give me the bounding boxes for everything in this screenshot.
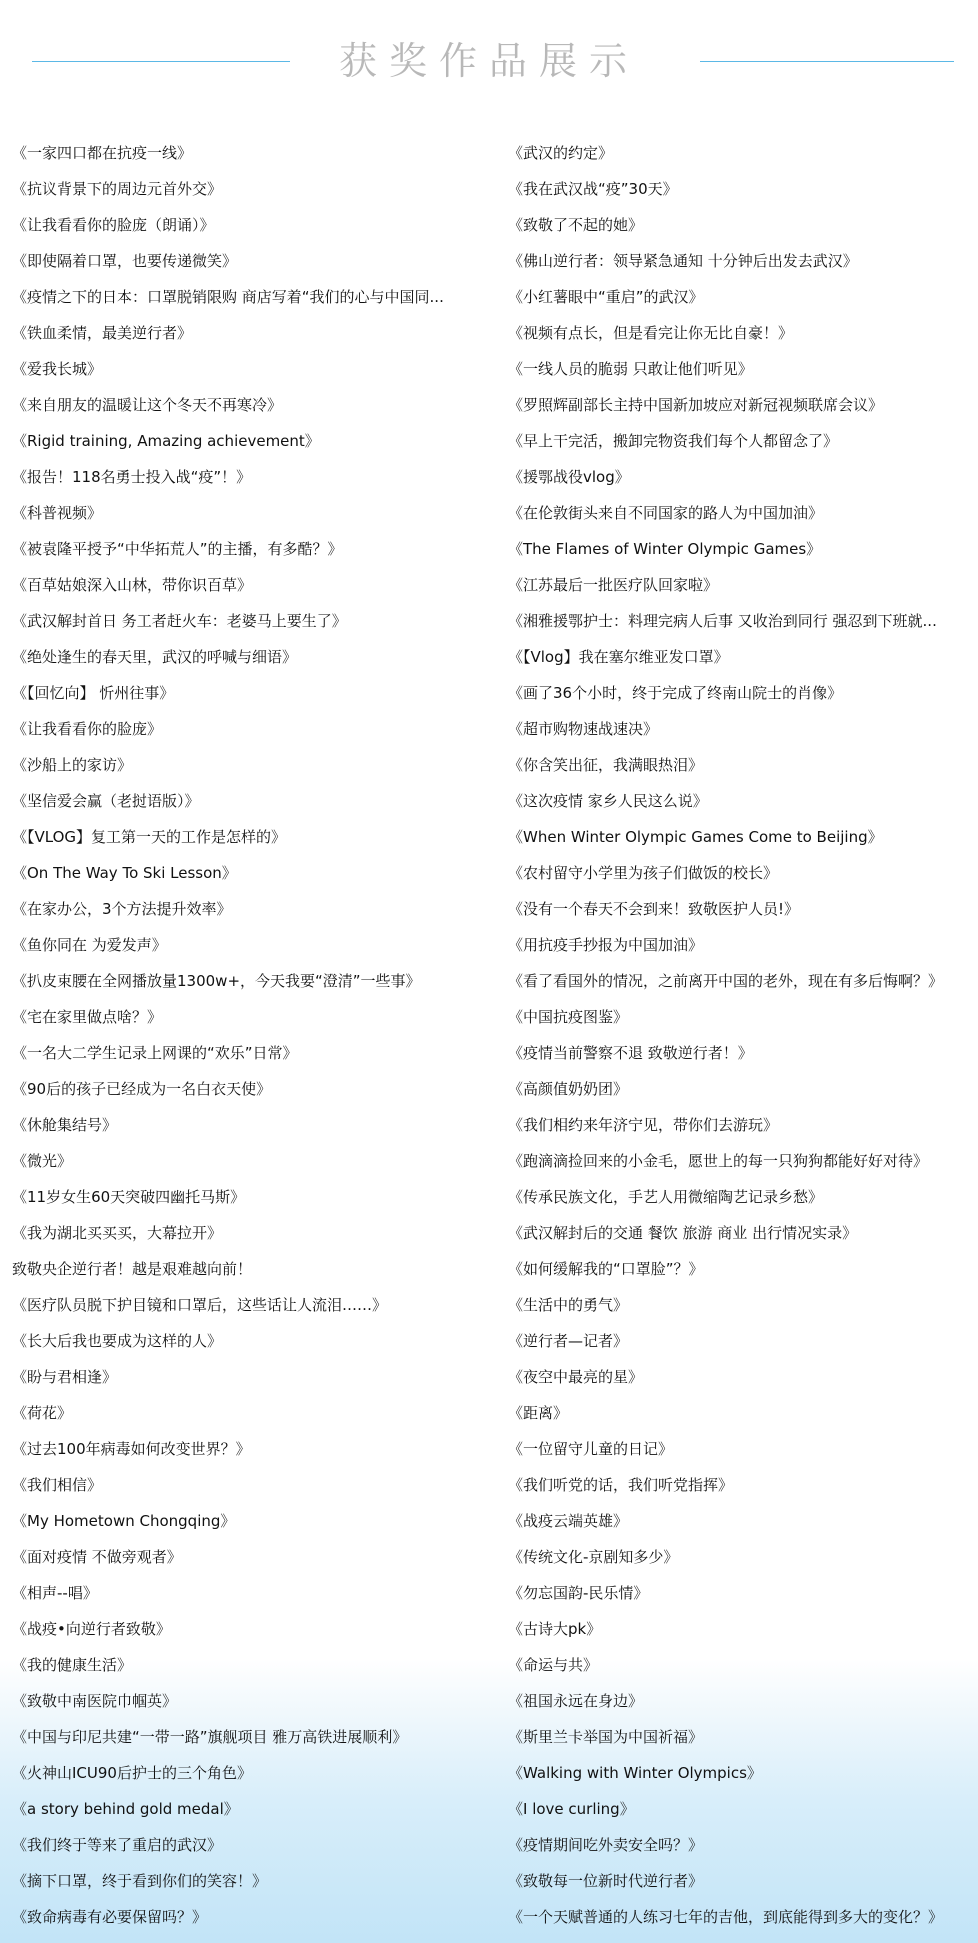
work-title-item[interactable]: 《微光》	[12, 1152, 73, 1170]
work-title-item[interactable]: 《农村留守小学里为孩子们做饭的校长》	[508, 864, 779, 882]
header-divider-right	[700, 61, 954, 62]
work-title-item[interactable]: 《距离》	[508, 1404, 569, 1422]
work-title-item[interactable]: 《长大后我也要成为这样的人》	[12, 1332, 223, 1350]
work-title-item[interactable]: 《祖国永远在身边》	[508, 1692, 644, 1710]
work-title-item[interactable]: 《斯里兰卡举国为中国祈福》	[508, 1728, 704, 1746]
work-title-item[interactable]: 《休舱集结号》	[12, 1116, 118, 1134]
work-title-item[interactable]: 《宅在家里做点啥？》	[12, 1008, 163, 1026]
work-title-item[interactable]: 《致敬每一位新时代逆行者》	[508, 1872, 704, 1890]
work-title-item[interactable]: 《Rigid training, Amazing achievement》	[12, 432, 320, 450]
work-title-item[interactable]: 《武汉解封后的交通 餐饮 旅游 商业 出行情况实录》	[508, 1224, 858, 1242]
work-title-item[interactable]: 《逆行者—记者》	[508, 1332, 629, 1350]
work-title-item[interactable]: 《江苏最后一批医疗队回家啦》	[508, 576, 719, 594]
work-title-item[interactable]: 《没有一个春天不会到来！致敬医护人员!》	[508, 900, 800, 918]
work-title-item[interactable]: 《When Winter Olympic Games Come to Beijing》	[508, 828, 883, 846]
work-title-item[interactable]: 《Walking with Winter Olympics》	[508, 1764, 762, 1782]
work-title-item[interactable]: 致敬央企逆行者！越是艰难越向前！	[12, 1260, 253, 1278]
work-title-item[interactable]: 《致敬中南医院巾帼英》	[12, 1692, 178, 1710]
work-title-item[interactable]: 《医疗队员脱下护目镜和口罩后，这些话让人流泪……》	[12, 1296, 388, 1314]
work-title-item[interactable]: 《我们相约来年济宁见，带你们去游玩》	[508, 1116, 779, 1134]
work-title-item[interactable]: 《On The Way To Ski Lesson》	[12, 864, 237, 882]
work-title-item[interactable]: 《生活中的勇气》	[508, 1296, 629, 1314]
work-title-item[interactable]: 《战疫•向逆行者致敬》	[12, 1620, 171, 1638]
work-title-item[interactable]: 《让我看看你的脸庞》	[12, 720, 163, 738]
work-title-item[interactable]: 《用抗疫手抄报为中国加油》	[508, 936, 704, 954]
work-title-item[interactable]: 《【VLOG】复工第一天的工作是怎样的》	[12, 828, 287, 846]
work-title-item[interactable]: 《我们听党的话，我们听党指挥》	[508, 1476, 734, 1494]
work-title-item[interactable]: 《抗议背景下的周边元首外交》	[12, 180, 223, 198]
work-title-item[interactable]: 《我在武汉战“疫”30天》	[508, 180, 678, 198]
work-title-item[interactable]: 《一家四口都在抗疫一线》	[12, 144, 193, 162]
work-title-item[interactable]: 《我的健康生活》	[12, 1656, 133, 1674]
work-title-item[interactable]: 《鱼你同在 为爱发声》	[12, 936, 167, 954]
work-title-item[interactable]: 《疫情当前警察不退 致敬逆行者！》	[508, 1044, 753, 1062]
work-title-item[interactable]: 《传统文化-京剧知多少》	[508, 1548, 679, 1566]
work-title-item[interactable]: 《武汉解封首日 务工者赶火车：老婆马上要生了》	[12, 612, 347, 630]
work-title-item[interactable]: 《致敬了不起的她》	[508, 216, 644, 234]
work-title-item[interactable]: 《11岁女生60天突破四幽托马斯》	[12, 1188, 246, 1206]
work-title-item[interactable]: 《来自朋友的温暖让这个冬天不再寒冷》	[12, 396, 283, 414]
work-title-item[interactable]: 《如何缓解我的“口罩脸”？》	[508, 1260, 704, 1278]
work-title-item[interactable]: 《超市购物速战速决》	[508, 720, 659, 738]
work-title-item[interactable]: 《疫情期间吃外卖安全吗？》	[508, 1836, 704, 1854]
work-title-item[interactable]: 《在伦敦街头来自不同国家的路人为中国加油》	[508, 504, 824, 522]
work-title-item[interactable]: 《火神山ICU90后护士的三个角色》	[12, 1764, 252, 1782]
work-title-item[interactable]: 《扒皮束腰在全网播放量1300w+，今天我要“澄清”一些事》	[12, 972, 421, 990]
page-header	[0, 36, 978, 86]
work-title-item[interactable]: 《我们终于等来了重启的武汉》	[12, 1836, 223, 1854]
work-title-item[interactable]: 《早上干完活，搬卸完物资我们每个人都留念了》	[508, 432, 839, 450]
work-title-item[interactable]: 《一线人员的脆弱 只敢让他们听见》	[508, 360, 753, 378]
work-title-item[interactable]: 《科普视频》	[12, 504, 103, 522]
work-title-item[interactable]: 《高颜值奶奶团》	[508, 1080, 629, 1098]
work-title-item[interactable]: 《我为湖北买买买，大幕拉开》	[12, 1224, 223, 1242]
work-title-item[interactable]: 《画了36个小时，终于完成了终南山院士的肖像》	[508, 684, 843, 702]
work-title-item[interactable]: 《一名大二学生记录上网课的“欢乐”日常》	[12, 1044, 298, 1062]
work-title-item[interactable]: 《铁血柔情，最美逆行者》	[12, 324, 193, 342]
work-title-item[interactable]: 《【Vlog】我在塞尔维亚发口罩》	[508, 648, 729, 666]
work-title-item[interactable]: 《百草姑娘深入山林，带你识百草》	[12, 576, 253, 594]
work-title-item[interactable]: 《视频有点长，但是看完让你无比自豪！》	[508, 324, 794, 342]
work-title-item[interactable]: 《看了看国外的情况，之前离开中国的老外，现在有多后悔啊？》	[508, 972, 944, 990]
work-title-item[interactable]: 《荷花》	[12, 1404, 73, 1422]
work-title-item[interactable]: 《The Flames of Winter Olympic Games》	[508, 540, 822, 558]
work-title-item[interactable]: 《绝处逢生的春天里，武汉的呼喊与细语》	[12, 648, 298, 666]
page-title: 获奖作品展示	[338, 39, 639, 83]
work-title-item[interactable]: 《My Hometown Chongqing》	[12, 1512, 236, 1530]
work-title-item[interactable]: 《传承民族文化，手艺人用微缩陶艺记录乡愁》	[508, 1188, 824, 1206]
work-title-item[interactable]: 《命运与共》	[508, 1656, 599, 1674]
work-title-item[interactable]: 《古诗大pk》	[508, 1620, 602, 1638]
work-title-item[interactable]: 《爱我长城》	[12, 360, 103, 378]
work-title-item[interactable]: 《湘雅援鄂护士：料理完病人后事 又收治到同行 强忍到下班就...	[508, 612, 937, 630]
work-title-item[interactable]: 《面对疫情 不做旁观者》	[12, 1548, 182, 1566]
work-title-item[interactable]: 《佛山逆行者：领导紧急通知 十分钟后出发去武汉》	[508, 252, 858, 270]
work-title-item[interactable]: 《【回忆向】 忻州往事》	[12, 684, 175, 702]
work-title-item[interactable]: 《盼与君相逢》	[12, 1368, 118, 1386]
work-title-item[interactable]: 《90后的孩子已经成为一名白衣天使》	[12, 1080, 272, 1098]
work-title-item[interactable]: 《罗照辉副部长主持中国新加坡应对新冠视频联席会议》	[508, 396, 884, 414]
work-title-item[interactable]: 《被袁隆平授予“中华拓荒人”的主播，有多酷？》	[12, 540, 343, 558]
work-title-item[interactable]: 《过去100年病毒如何改变世界？》	[12, 1440, 251, 1458]
work-title-item[interactable]: 《一个天赋普通的人练习七年的吉他，到底能得到多大的变化？》	[508, 1908, 944, 1926]
work-title-item[interactable]: 《援鄂战役vlog》	[508, 468, 630, 486]
work-title-item[interactable]: 《战疫云端英雄》	[508, 1512, 629, 1530]
work-title-item[interactable]: 《坚信爱会赢（老挝语版）》	[12, 792, 200, 810]
work-title-item[interactable]: 《沙船上的家访》	[12, 756, 133, 774]
work-title-item[interactable]: 《我们相信》	[12, 1476, 103, 1494]
work-title-item[interactable]: 《这次疫情 家乡人民这么说》	[508, 792, 708, 810]
work-title-item[interactable]: 《中国与印尼共建“一带一路”旗舰项目 雅万高铁进展顺利》	[12, 1728, 408, 1746]
work-title-item[interactable]: 《夜空中最亮的星》	[508, 1368, 644, 1386]
work-title-item[interactable]: 《疫情之下的日本：口罩脱销限购 商店写着“我们的心与中国同...	[12, 288, 444, 306]
work-title-item[interactable]: 《勿忘国韵-民乐情》	[508, 1584, 649, 1602]
work-title-item[interactable]: 《跑滴滴捡回来的小金毛，愿世上的每一只狗狗都能好好对待》	[508, 1152, 929, 1170]
work-title-item[interactable]: 《摘下口罩，终于看到你们的笑容！》	[12, 1872, 268, 1890]
work-title-item[interactable]: 《让我看看你的脸庞（朗诵）》	[12, 216, 215, 234]
work-title-item[interactable]: 《一位留守儿童的日记》	[508, 1440, 674, 1458]
work-title-item[interactable]: 《致命病毒有必要保留吗？》	[12, 1908, 208, 1926]
work-title-item[interactable]: 《小红薯眼中“重启”的武汉》	[508, 288, 704, 306]
work-title-item[interactable]: 《相声--唱》	[12, 1584, 98, 1602]
work-title-item[interactable]: 《报告！118名勇士投入战“疫”！》	[12, 468, 252, 486]
work-title-item[interactable]: 《你含笑出征，我满眼热泪》	[508, 756, 704, 774]
work-title-item[interactable]: 《中国抗疫图鉴》	[508, 1008, 629, 1026]
work-title-item[interactable]: 《I love curling》	[508, 1800, 635, 1818]
work-title-item[interactable]: 《在家办公，3个方法提升效率》	[12, 900, 232, 918]
work-title-item[interactable]: 《a story behind gold medal》	[12, 1800, 239, 1818]
work-title-item[interactable]: 《即使隔着口罩，也要传递微笑》	[12, 252, 238, 270]
work-title-item[interactable]: 《武汉的约定》	[508, 144, 614, 162]
